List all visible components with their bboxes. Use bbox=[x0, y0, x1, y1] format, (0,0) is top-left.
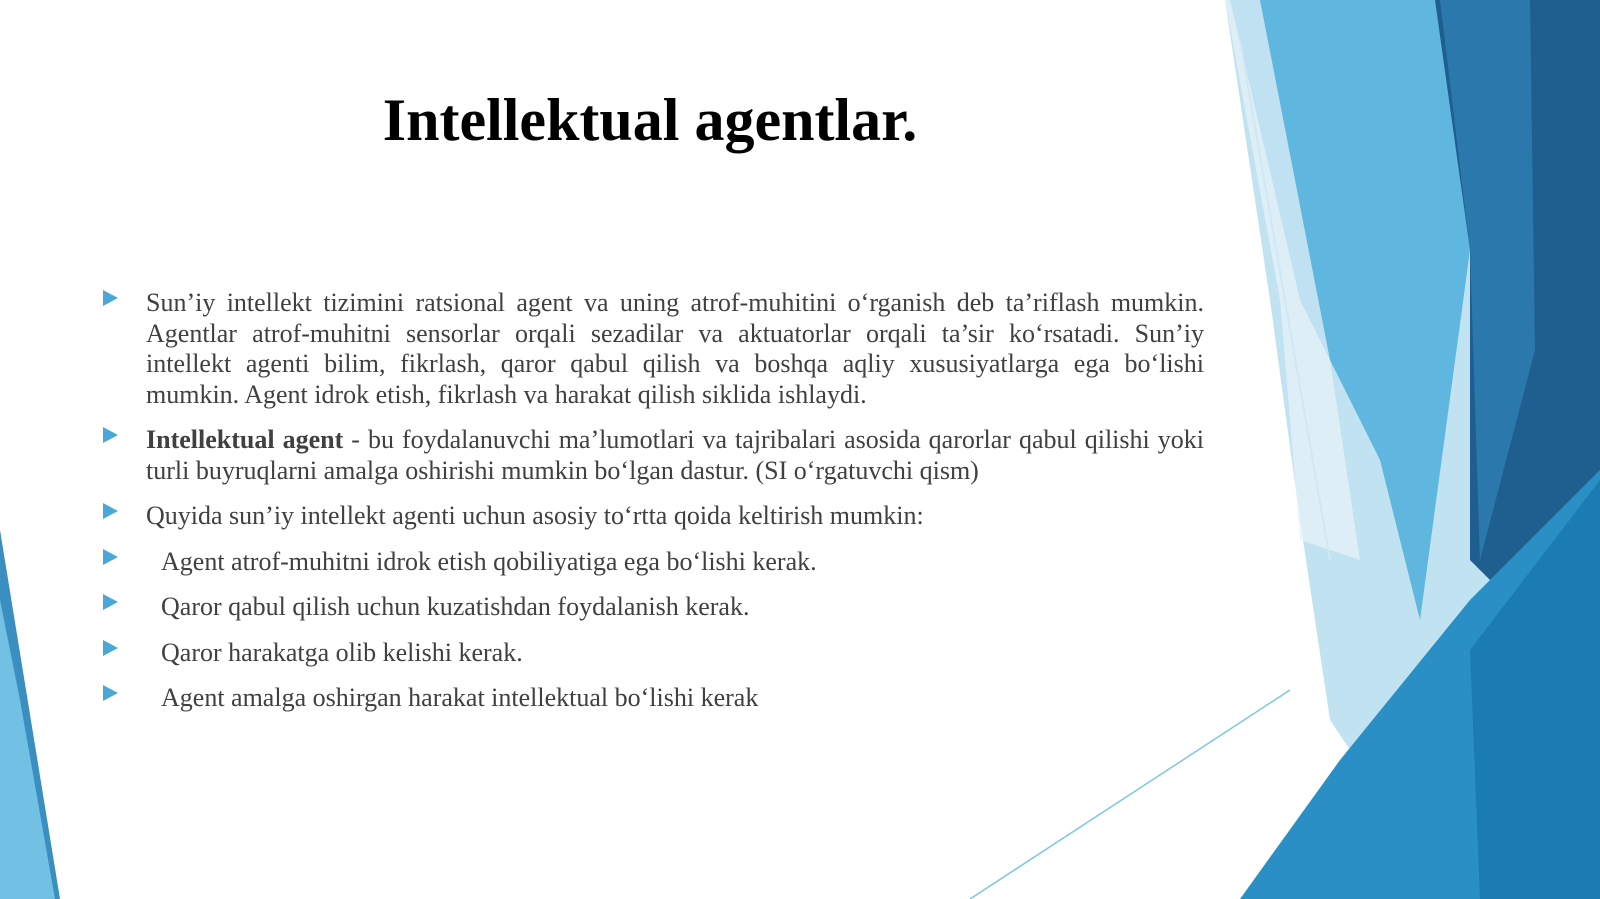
bullet-item bbox=[100, 288, 1204, 410]
bullet-text bbox=[146, 425, 1204, 486]
bullet-item bbox=[100, 547, 1204, 578]
bullet-item bbox=[100, 501, 1204, 532]
bullet-arrow-icon bbox=[103, 594, 118, 610]
bullet-arrow-icon bbox=[103, 290, 118, 306]
bullet-item bbox=[100, 592, 1204, 623]
slide-title: Intellektual agentlar. bbox=[382, 87, 918, 153]
bullet-bold-term: Intellektual agent bbox=[146, 425, 344, 454]
bullet-text bbox=[146, 683, 1204, 714]
bullet-arrow-icon bbox=[103, 503, 118, 519]
bullet-text bbox=[146, 288, 1204, 410]
left-light-panel bbox=[0, 600, 55, 899]
bullet-list bbox=[100, 288, 1204, 729]
bullet-arrow-icon bbox=[103, 427, 118, 443]
bullet-text bbox=[146, 592, 1204, 623]
bullet-arrow-icon bbox=[103, 549, 118, 565]
bullet-body: Quyida sun’iy intellekt agenti uchun asosiy to‘rtta qoida keltirish mumkin: bbox=[146, 501, 924, 530]
bullet-body: Agent amalga oshirgan harakat intellektual bo‘lishi kerak bbox=[161, 683, 759, 712]
bullet-body: Qaror qabul qilish uchun kuzatishdan foydalanish kerak. bbox=[161, 592, 750, 621]
bullet-body: - bu foydalanuvchi ma’lumotlari va tajribalari asosida qarorlar qabul qilishi yoki turli buyruqlarni amalga oshirishi mumkin bo‘lgan dastur. (SI o‘rgatuvchi qism) bbox=[146, 425, 1204, 485]
bullet-text bbox=[146, 501, 1204, 532]
bullet-body: Agent atrof-muhitni idrok etish qobiliyatiga ega bo‘lishi kerak. bbox=[161, 546, 817, 576]
bullet-item bbox=[100, 638, 1204, 669]
bullet-item bbox=[100, 425, 1204, 486]
bullet-body: Sun’iy intellekt tizimini ratsional agent va uning atrof-muhitini o‘rganish deb ta’riflash mumkin. Agentlar atrof-muhitni sensorlar orqali sezadilar va aktuatorlar orqali ta’sir ko‘rsatadi. Sun’iy intellekt agenti bilim, fikrlash, qaror qabul qilish va boshqa aqliy xususiyatlarga ega bo‘lishi mumkin. Agent idrok etish, fikrlash va harakat qilish siklida ishlaydi. bbox=[146, 288, 1204, 409]
bullet-text bbox=[146, 638, 1204, 669]
bullet-arrow-icon bbox=[103, 640, 118, 656]
bullet-body: Qaror harakatga olib kelishi kerak. bbox=[161, 637, 523, 667]
bullet-item bbox=[100, 683, 1204, 714]
bullet-arrow-icon bbox=[103, 685, 118, 701]
bullet-text bbox=[146, 547, 1204, 578]
